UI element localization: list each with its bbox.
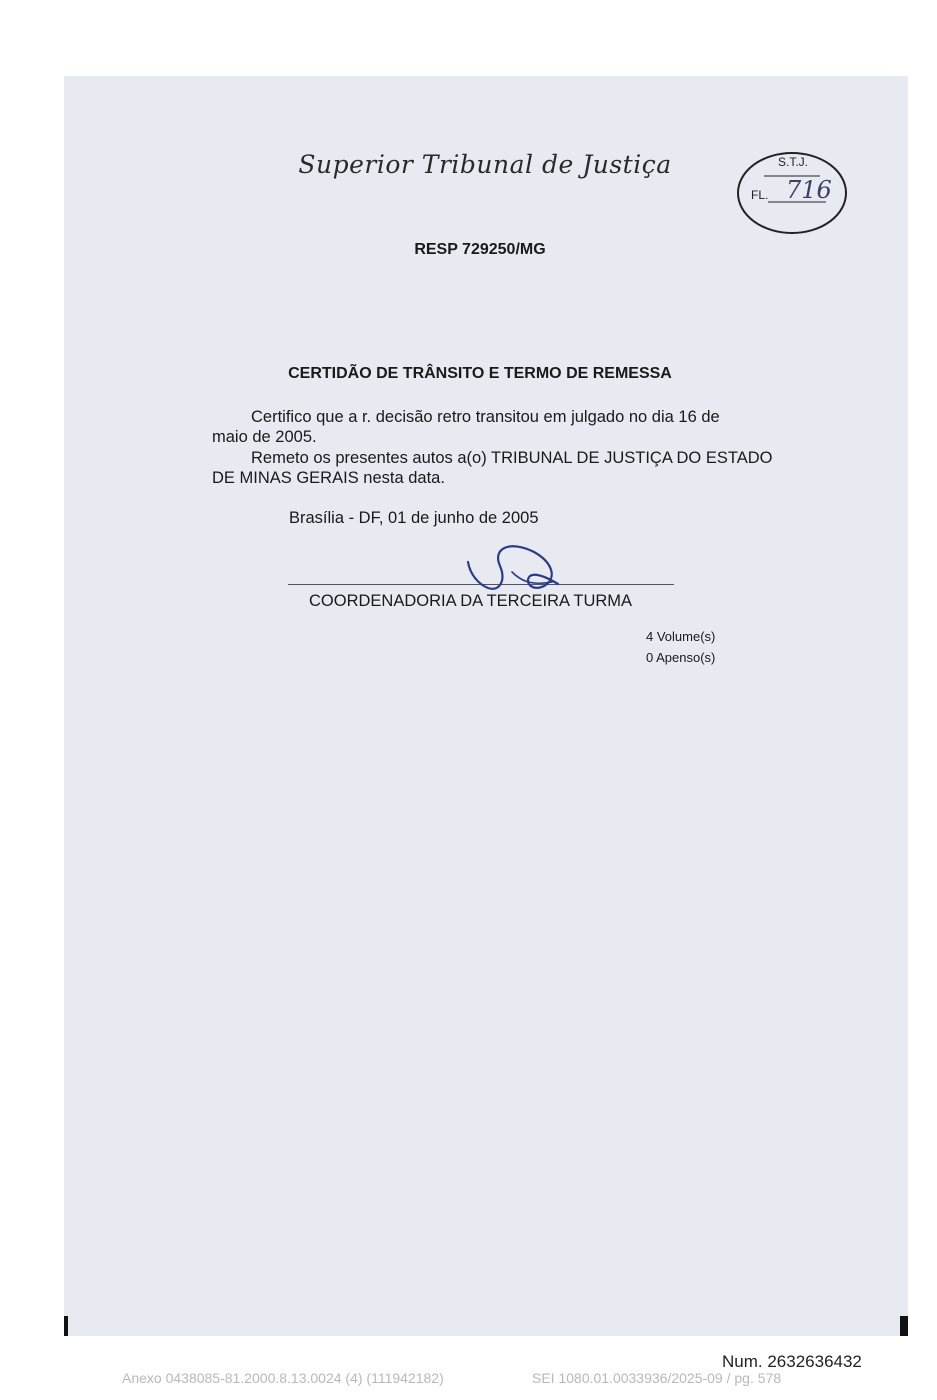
body-line: Certifico que a r. decisão retro transitou em julgado no dia 16 de [251, 408, 720, 426]
stamp-court: S.T.J. [778, 155, 809, 169]
stamp-label: FL. [751, 188, 769, 202]
body-line: maio de 2005. [212, 428, 317, 446]
apensos-count: 0 Apenso(s) [646, 650, 716, 665]
body-line: Remeto os presentes autos a(o) TRIBUNAL DE JUSTIÇA DO ESTADO [251, 449, 773, 467]
signatory: COORDENADORIA DA TERCEIRA TURMA [309, 592, 633, 610]
volumes-count: 4 Volume(s) [646, 629, 716, 644]
stamp-page-number: 716 [786, 176, 832, 204]
case-number: RESP 729250/MG [414, 241, 546, 258]
footer-annex: Anexo 0438085-81.2000.8.13.0024 (4) (111942182) [122, 1370, 444, 1386]
certificate-title: CERTIDÃO DE TRÂNSITO E TERMO DE REMESSA [288, 365, 672, 382]
footer-sei: SEI 1080.01.0033936/2025-09 / pg. 578 [532, 1370, 782, 1386]
scan-edge [64, 1316, 68, 1336]
scanned-page [64, 76, 908, 1336]
letterhead: Superior Tribunal de Justiça [298, 150, 672, 179]
scan-edge [900, 1316, 908, 1336]
document-number: Num. 2632636432 [722, 1352, 862, 1371]
body-line: DE MINAS GERAIS nesta data. [212, 469, 445, 487]
place-date: Brasília - DF, 01 de junho de 2005 [289, 509, 539, 527]
